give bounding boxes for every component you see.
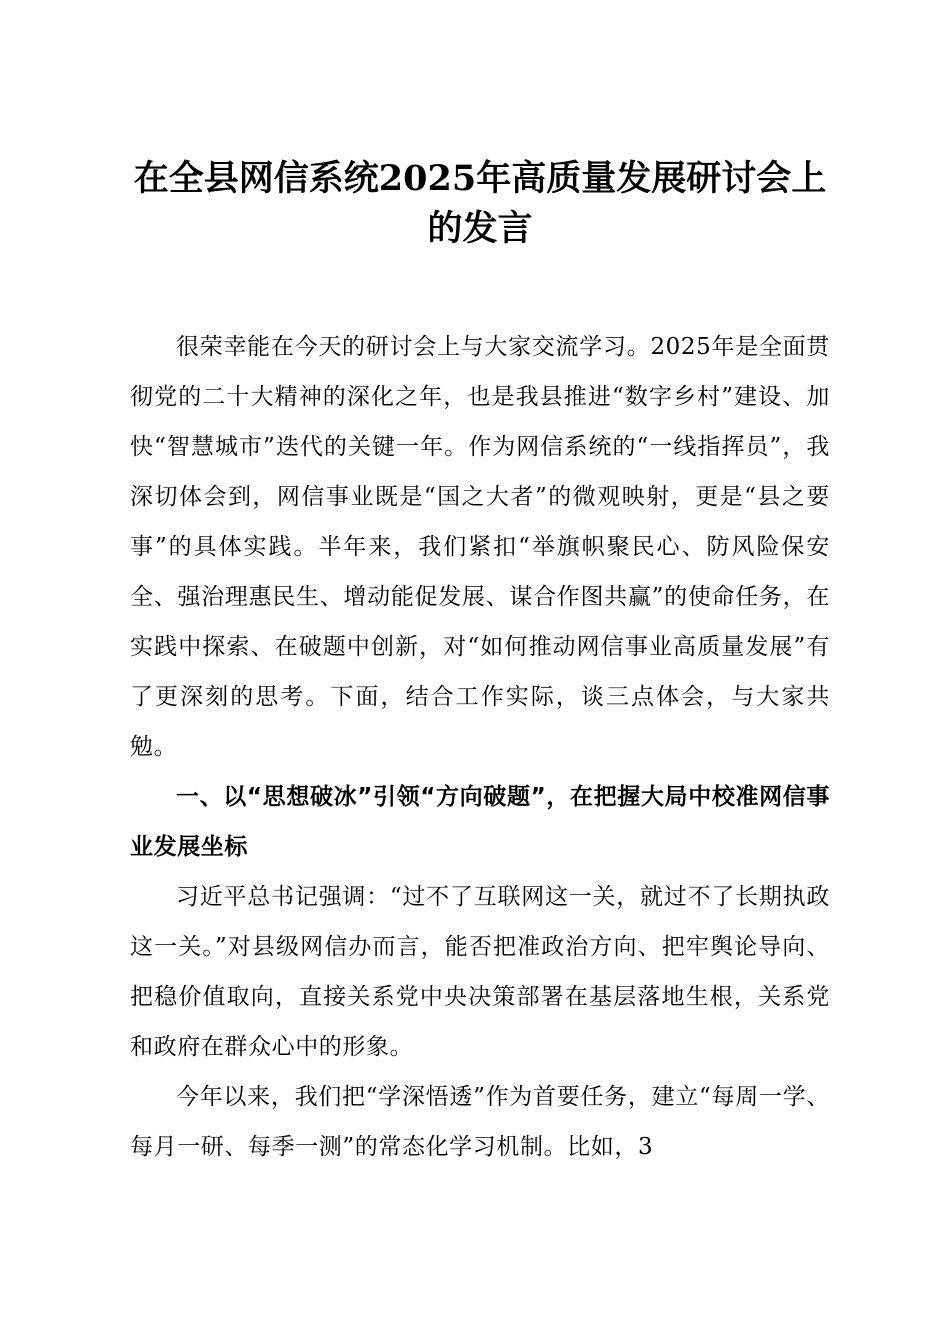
- document-body: [130, 322, 830, 1172]
- paragraph-study: 今年以来，我们把“学深悟透”作为首要任务，建立“每周一学、每月一研、每季一测”的常态化学习机制。比如，3: [130, 1084, 830, 1160]
- title-line-2: 的发言: [427, 208, 533, 249]
- document-title: [130, 154, 830, 254]
- paragraph-quote: 习近平总书记强调：“过不了互联网这一关，就过不了长期执政这一关。”对县级网信办而言，能否把准政治方向、把牢舆论导向、把稳价值取向，直接关系党中央决策部署在基层落地生根，关系党和政府在群众心中的形象。: [130, 884, 830, 1060]
- paragraph-intro: 很荣幸能在今天的研讨会上与大家交流学习。2025年是全面贯彻党的二十大精神的深化之年，也是我县推进“数字乡村”建设、加快“智慧城市”迭代的关键一年。作为网信系统的“一线指挥员”，我深切体会到，网信事业既是“国之大者”的微观映射，更是“县之要事”的具体实践。半年来，我们紧扣“举旗帜聚民心、防风险保安全、强治理惠民生、增动能促发展、谋合作图共赢”的使命任务，在实践中探索、在破题中创新，对“如何推动网信事业高质量发展”有了更深刻的思考。下面，结合工作实际，谈三点体会，与大家共勉。: [130, 334, 830, 760]
- section-heading-1: 一、以“思想破冰”引领“方向破题”，在把握大局中校准网信事业发展坐标: [130, 784, 830, 860]
- document-page: [130, 154, 830, 1172]
- title-line-1: 在全县网信系统2025年高质量发展研讨会上: [133, 158, 827, 199]
